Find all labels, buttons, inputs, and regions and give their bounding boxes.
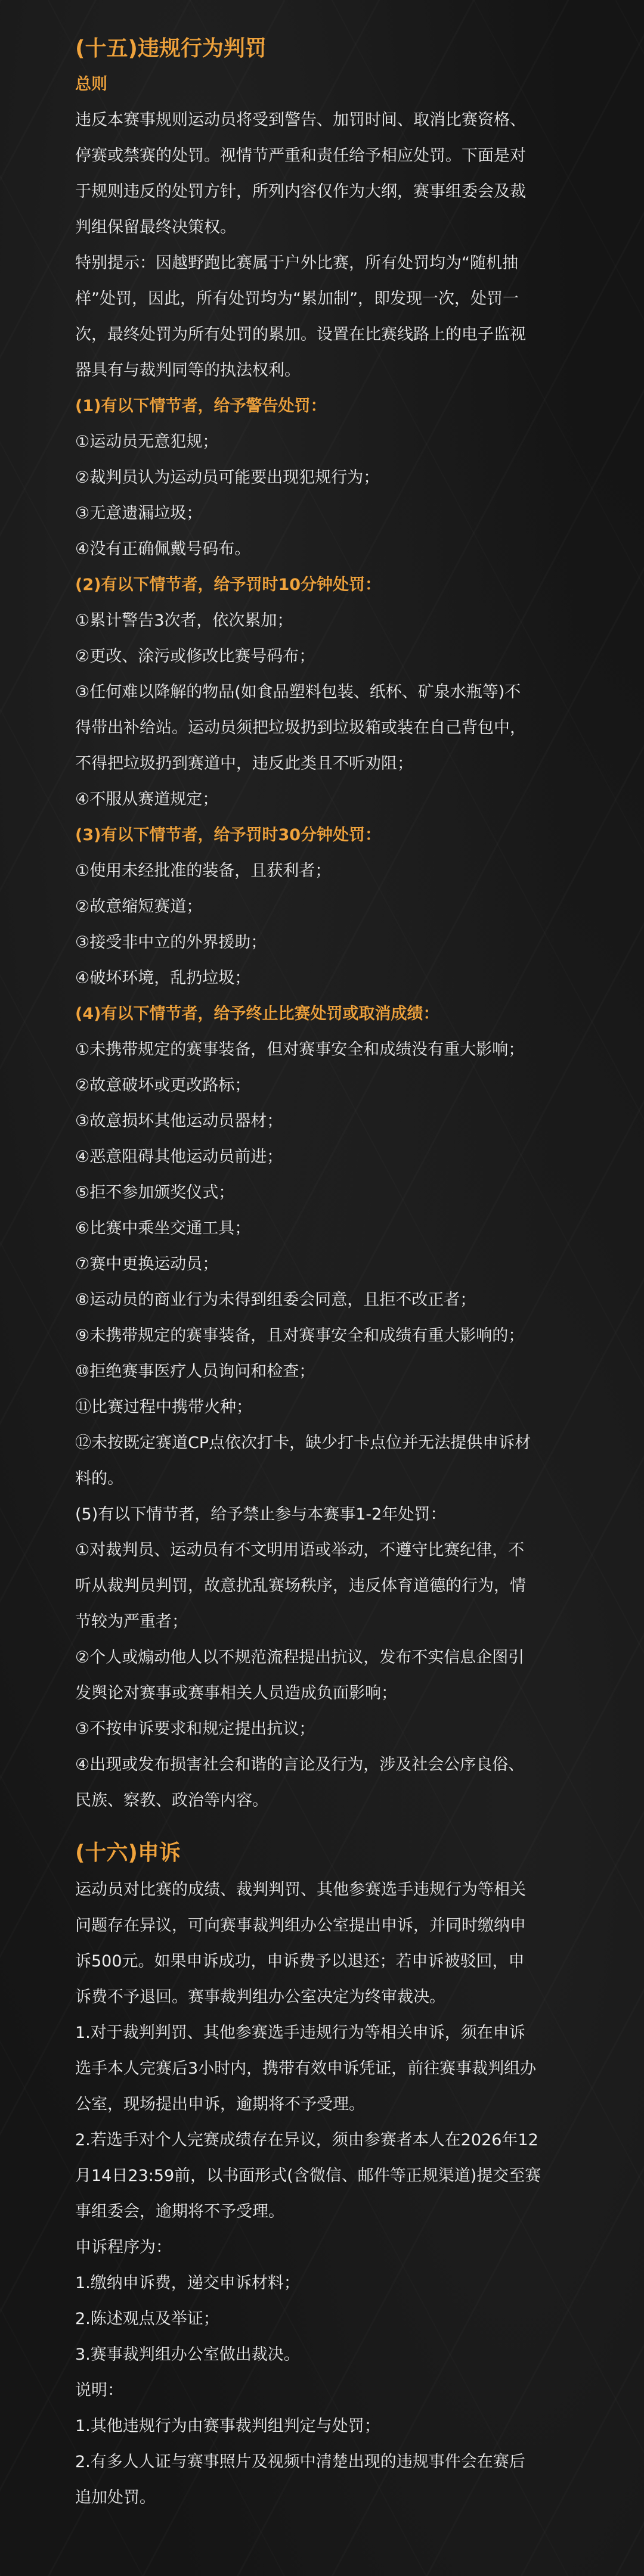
- penalty-item: ④没有正确佩戴号码布。: [75, 540, 251, 558]
- penalty-group-10min: [75, 567, 618, 818]
- appeal-intro: 运动员对比赛的成绩、裁判判罚、其他参赛选手违规行为等相关 问题存在异议，可向赛事裁判组办公室提出申诉，并同时缴纳申 诉500元。如果申诉成功，申诉费予以退还；若申诉被驳回，申 诉费不予退回。赛事裁判组办公室决定为终审裁决。: [75, 1881, 526, 2006]
- penalty-group-disqualify: [75, 996, 618, 1497]
- note-heading: 说明：: [75, 2381, 123, 2400]
- penalty-item: ①对裁判员、运动员有不文明用语或举动，不遵守比赛纪律，不 听从裁判员判罚，故意扰乱赛场秩序，违反体育道德的行为，情 节较为严重者；: [75, 1541, 526, 1631]
- penalty-item: ④不服从赛道规定；: [75, 790, 219, 809]
- procedure-heading: 申诉程序为：: [75, 2238, 172, 2257]
- appeal-rule: 2.若选手对个人完赛成绩存在异议，须由参赛者本人在2026年12 月14日23:59前，以书面形式(含微信、邮件等正规渠道)提交至赛 事组委会，逾期将不予受理。: [75, 2131, 541, 2221]
- penalty-item: ①累计警告3次者，依次累加；: [75, 611, 293, 630]
- procedure-item: 1.缴纳申诉费，递交申诉材料；: [75, 2274, 300, 2292]
- penalty-item: ⑦赛中更换运动员；: [75, 1255, 219, 1273]
- penalty-item: ⑥比赛中乘坐交通工具；: [75, 1219, 251, 1238]
- general-text: 违反本赛事规则运动员将受到警告、加罚时间、取消比赛资格、 停赛或禁赛的处罚。视情节严重和责任给予相应处罚。下面是对 于规则违反的处罚方针，所列内容仅作为大纲，赛事组委会及裁 判组保留最终决策权。: [75, 111, 526, 237]
- procedure-item: 2.陈述观点及举证；: [75, 2310, 219, 2328]
- penalty-group-heading: (2)有以下情节者，给予罚时10分钟处罚：: [75, 576, 382, 594]
- penalty-item: ②裁判员认为运动员可能要出现犯规行为；: [75, 468, 380, 487]
- penalty-group-warning: [75, 389, 618, 567]
- penalty-item: ④破坏环境，乱扔垃圾；: [75, 969, 251, 987]
- penalty-group-heading: (3)有以下情节者，给予罚时30分钟处罚：: [75, 826, 382, 844]
- penalty-group-heading: (4)有以下情节者，给予终止比赛处罚或取消成绩：: [75, 1005, 439, 1023]
- special-notice: 特别提示：因越野跑比赛属于户外比赛，所有处罚均为“随机抽 样”处罚，因此，所有处罚均为“累加制”，即发现一次，处罚一 次，最终处罚为所有处罚的累加。设置在比赛线路上的电子监视 器具有与裁判同等的执法权利。: [75, 254, 526, 380]
- penalty-item: ⑤拒不参加颁奖仪式；: [75, 1183, 235, 1202]
- penalty-item: ②个人或煽动他人以不规范流程提出抗议，发布不实信息企图引 发舆论对赛事或赛事相关人员造成负面影响；: [75, 1648, 525, 1702]
- penalty-item: ③任何难以降解的物品(如食品塑料包装、纸杯、矿泉水瓶等)不 得带出补给站。运动员须把垃圾扔到垃圾箱或装在自己背包中， 不得把垃圾扔到赛道中，违反此类且不听劝阻；: [75, 683, 526, 773]
- penalty-item: ②更改、涂污或修改比赛号码布；: [75, 647, 315, 666]
- penalty-item: ⑨未携带规定的赛事装备，且对赛事安全和成绩有重大影响的；: [75, 1326, 525, 1345]
- penalty-item: ⑩拒绝赛事医疗人员询问和检查；: [75, 1362, 315, 1381]
- penalty-item: ①运动员无意犯规；: [75, 433, 219, 451]
- penalty-item: ②故意缩短赛道；: [75, 897, 203, 916]
- note-item: 1.其他违规行为由赛事裁判组判定与处罚；: [75, 2417, 380, 2435]
- penalty-item: ③无意遗漏垃圾；: [75, 504, 203, 523]
- note-item: 2.有多人人证与赛事照片及视频中清楚出现的违规事件会在赛后 追加处罚。: [75, 2453, 525, 2507]
- section-title-penalties: (十五)违规行为判罚: [75, 36, 267, 61]
- procedure-item: 3.赛事裁判组办公室做出裁决。: [75, 2345, 300, 2364]
- section-title-appeals: (十六)申诉: [75, 1841, 181, 1865]
- penalty-item: ①使用未经批准的装备，且获利者；: [75, 862, 332, 880]
- penalty-item: ③故意损坏其他运动员器材；: [75, 1112, 283, 1130]
- penalty-item: ④恶意阻碍其他运动员前进；: [75, 1148, 283, 1166]
- penalty-item: ⑧运动员的商业行为未得到组委会同意，且拒不改正者；: [75, 1291, 476, 1309]
- penalty-item: ①未携带规定的赛事装备，但对赛事安全和成绩没有重大影响；: [75, 1040, 525, 1059]
- penalty-group-ban: [75, 1497, 618, 1819]
- penalty-item: ⑫未按既定赛道CP点依次打卡，缺少打卡点位并无法提供申诉材 料的。: [75, 1434, 531, 1488]
- penalty-item: ②故意破坏或更改路标；: [75, 1076, 251, 1095]
- penalty-item: ⑪比赛过程中携带火种；: [75, 1398, 252, 1416]
- penalty-item: ③接受非中立的外界援助；: [75, 933, 267, 952]
- general-heading: 总则: [75, 75, 107, 94]
- penalty-item: ③不按申诉要求和规定提出抗议；: [75, 1720, 315, 1738]
- penalty-group-heading: (1)有以下情节者，给予警告处罚：: [75, 397, 327, 415]
- appeal-rule: 1.对于裁判判罚、其他参赛选手违规行为等相关申诉，须在申诉 选手本人完赛后3小时内，携带有效申诉凭证，前往赛事裁判组办 公室，现场提出申诉，逾期将不予受理。: [75, 2024, 537, 2114]
- penalty-group-heading: (5)有以下情节者，给予禁止参与本赛事1-2年处罚：: [75, 1505, 447, 1524]
- penalty-item: ④出现或发布损害社会和谐的言论及行为，涉及社会公序良俗、 民族、察教、政治等内容。: [75, 1755, 525, 1810]
- penalty-group-30min: [75, 818, 618, 996]
